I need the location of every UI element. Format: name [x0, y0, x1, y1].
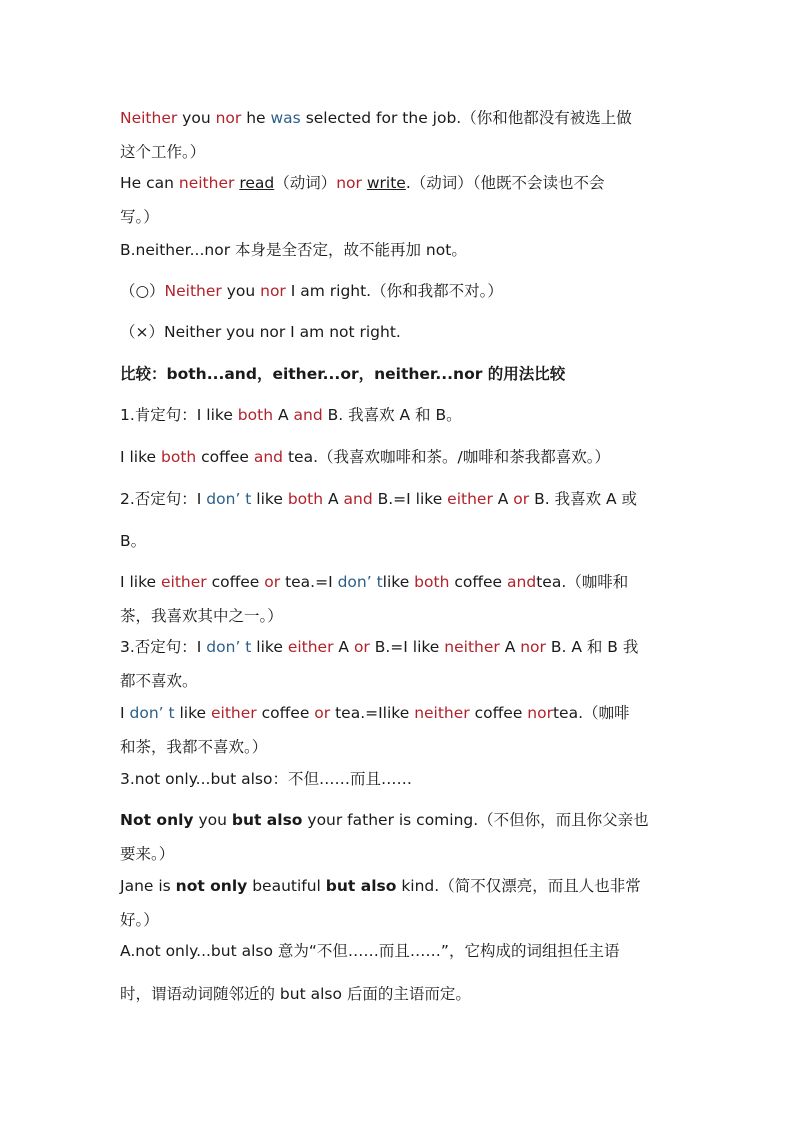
text-segment: like	[382, 573, 415, 591]
text-segment: and	[343, 490, 373, 508]
text-segment: Not only	[120, 811, 194, 829]
text-segment: don’ t	[206, 638, 252, 656]
text-segment: （×）Neither you nor I am not right.	[120, 323, 401, 341]
text-segment: .（动词）（他既不会读也不会	[405, 174, 605, 192]
text-segment: not only	[175, 877, 248, 895]
text-segment: either	[287, 638, 334, 656]
text-segment: like	[174, 704, 212, 722]
text-line	[120, 405, 462, 425]
text-segment: A	[492, 490, 514, 508]
text-line	[120, 844, 174, 864]
text-segment: I like	[120, 573, 161, 591]
text-segment: you	[221, 282, 261, 300]
text-segment: 1.肯定句：I like	[120, 406, 238, 424]
text-line	[120, 447, 610, 467]
text-segment: A	[499, 638, 521, 656]
text-segment: you	[177, 109, 216, 127]
text-segment: 2.否定句：I	[120, 490, 207, 508]
text-segment: both	[287, 490, 324, 508]
text-line	[120, 876, 641, 896]
text-segment: coffee	[469, 704, 528, 722]
text-segment: you	[193, 811, 232, 829]
text-segment: 好。）	[120, 911, 159, 929]
text-segment: nor	[260, 282, 286, 300]
text-segment: B. 我喜欢 A 或	[529, 490, 638, 508]
text-segment: I	[120, 704, 130, 722]
text-segment: both	[414, 573, 450, 591]
text-segment: 和茶，我都不喜欢。）	[120, 738, 268, 756]
text-segment: Neither	[164, 282, 222, 300]
text-segment: coffee	[449, 573, 508, 591]
text-segment: don’ t	[206, 490, 252, 508]
text-line	[120, 364, 565, 384]
text-segment: selected for the job.（你和他都没有被选上做	[300, 109, 632, 127]
text-line	[120, 572, 628, 592]
text-segment: B. A 和 B 我	[545, 638, 639, 656]
text-segment: B。	[120, 532, 147, 550]
text-segment: tea.=Ilike	[330, 704, 415, 722]
text-segment: both	[237, 406, 274, 424]
text-line	[120, 984, 471, 1004]
text-segment: （动词）	[274, 174, 337, 192]
text-segment: either	[447, 490, 493, 508]
text-segment: 时，谓语动词随邻近的 but also 后面的主语而定。	[120, 985, 471, 1003]
text-line	[120, 606, 283, 626]
text-segment: A	[333, 638, 354, 656]
text-segment: beautiful	[247, 877, 326, 895]
text-segment: A	[323, 490, 344, 508]
text-segment: write	[366, 174, 406, 192]
text-segment: 3.否定句：I	[120, 638, 207, 656]
text-segment: don’ t	[337, 573, 383, 591]
text-segment: nor	[527, 704, 553, 722]
text-segment: was	[270, 109, 301, 127]
text-segment: B.=I like	[369, 638, 445, 656]
text-segment: or	[314, 704, 331, 722]
text-segment: 都不喜欢。	[120, 672, 198, 690]
text-segment: either	[211, 704, 257, 722]
text-segment: tea.（咖啡和	[536, 573, 629, 591]
text-line	[120, 941, 619, 961]
text-segment: but also	[325, 877, 397, 895]
text-segment: like	[251, 638, 288, 656]
text-segment: Neither	[120, 109, 178, 127]
text-segment: and	[293, 406, 323, 424]
text-segment: 要来。）	[120, 845, 175, 863]
text-segment: and	[253, 448, 284, 466]
text-segment: neither	[414, 704, 470, 722]
text-segment: 这个工作。）	[120, 143, 206, 161]
text-segment: like	[251, 490, 288, 508]
text-segment: read	[239, 174, 275, 192]
text-segment: B.=I like	[372, 490, 448, 508]
text-line	[120, 671, 198, 691]
text-segment: coffee	[256, 704, 315, 722]
text-segment: 茶，我喜欢其中之一。）	[120, 607, 283, 625]
text-line	[120, 281, 503, 301]
text-line	[120, 322, 401, 342]
text-segment: nor	[215, 109, 242, 127]
text-segment: tea.=I	[280, 573, 338, 591]
text-segment: B. 我喜欢 A 和 B。	[322, 406, 462, 424]
text-segment: or	[264, 573, 281, 591]
text-line	[120, 142, 205, 162]
text-segment: I am right.（你和我都不对。）	[285, 282, 503, 300]
text-line	[120, 240, 467, 260]
text-line	[120, 637, 638, 657]
text-line	[120, 737, 267, 757]
text-line	[120, 531, 146, 551]
text-segment: nor	[336, 174, 362, 192]
text-segment: Jane is	[120, 877, 176, 895]
text-segment: kind.（简不仅漂亮，而且人也非常	[396, 877, 641, 895]
text-segment: both	[161, 448, 197, 466]
text-segment: 写。）	[120, 208, 159, 226]
text-line	[120, 910, 159, 930]
text-segment: tea.（咖啡	[552, 704, 630, 722]
text-line	[120, 810, 649, 830]
text-segment: he	[241, 109, 271, 127]
text-segment: He can	[120, 174, 179, 192]
text-segment: A	[273, 406, 294, 424]
text-segment: don’ t	[129, 704, 175, 722]
text-line	[120, 489, 637, 509]
text-line	[120, 207, 159, 227]
text-segment: A.not only...but also 意为“不但……而且……”，它构成的词组担任主语	[120, 942, 620, 960]
text-segment: neither	[444, 638, 500, 656]
text-segment: （○）	[120, 282, 165, 300]
text-segment: or	[513, 490, 530, 508]
text-segment: your father is coming.（不但你，而且你父亲也	[302, 811, 649, 829]
text-line	[120, 703, 630, 723]
text-line	[120, 108, 632, 128]
text-segment: nor	[520, 638, 546, 656]
text-segment: 3.not only...but also：不但……而且……	[120, 770, 412, 788]
text-segment: either	[161, 573, 207, 591]
text-segment: but also	[231, 811, 303, 829]
text-segment: B.neither...nor 本身是全否定，故不能再加 not。	[120, 241, 467, 259]
text-segment: tea.（我喜欢咖啡和茶。/咖啡和茶我都喜欢。）	[283, 448, 610, 466]
text-segment: or	[353, 638, 370, 656]
text-segment: and	[507, 573, 537, 591]
text-line	[120, 173, 605, 193]
text-segment: coffee	[196, 448, 254, 466]
text-line	[120, 769, 412, 789]
text-segment: I like	[120, 448, 161, 466]
text-segment: coffee	[206, 573, 265, 591]
text-segment: neither	[178, 174, 235, 192]
text-segment: 比较：both...and，either...or，neither...nor 的用法比较	[120, 365, 566, 383]
